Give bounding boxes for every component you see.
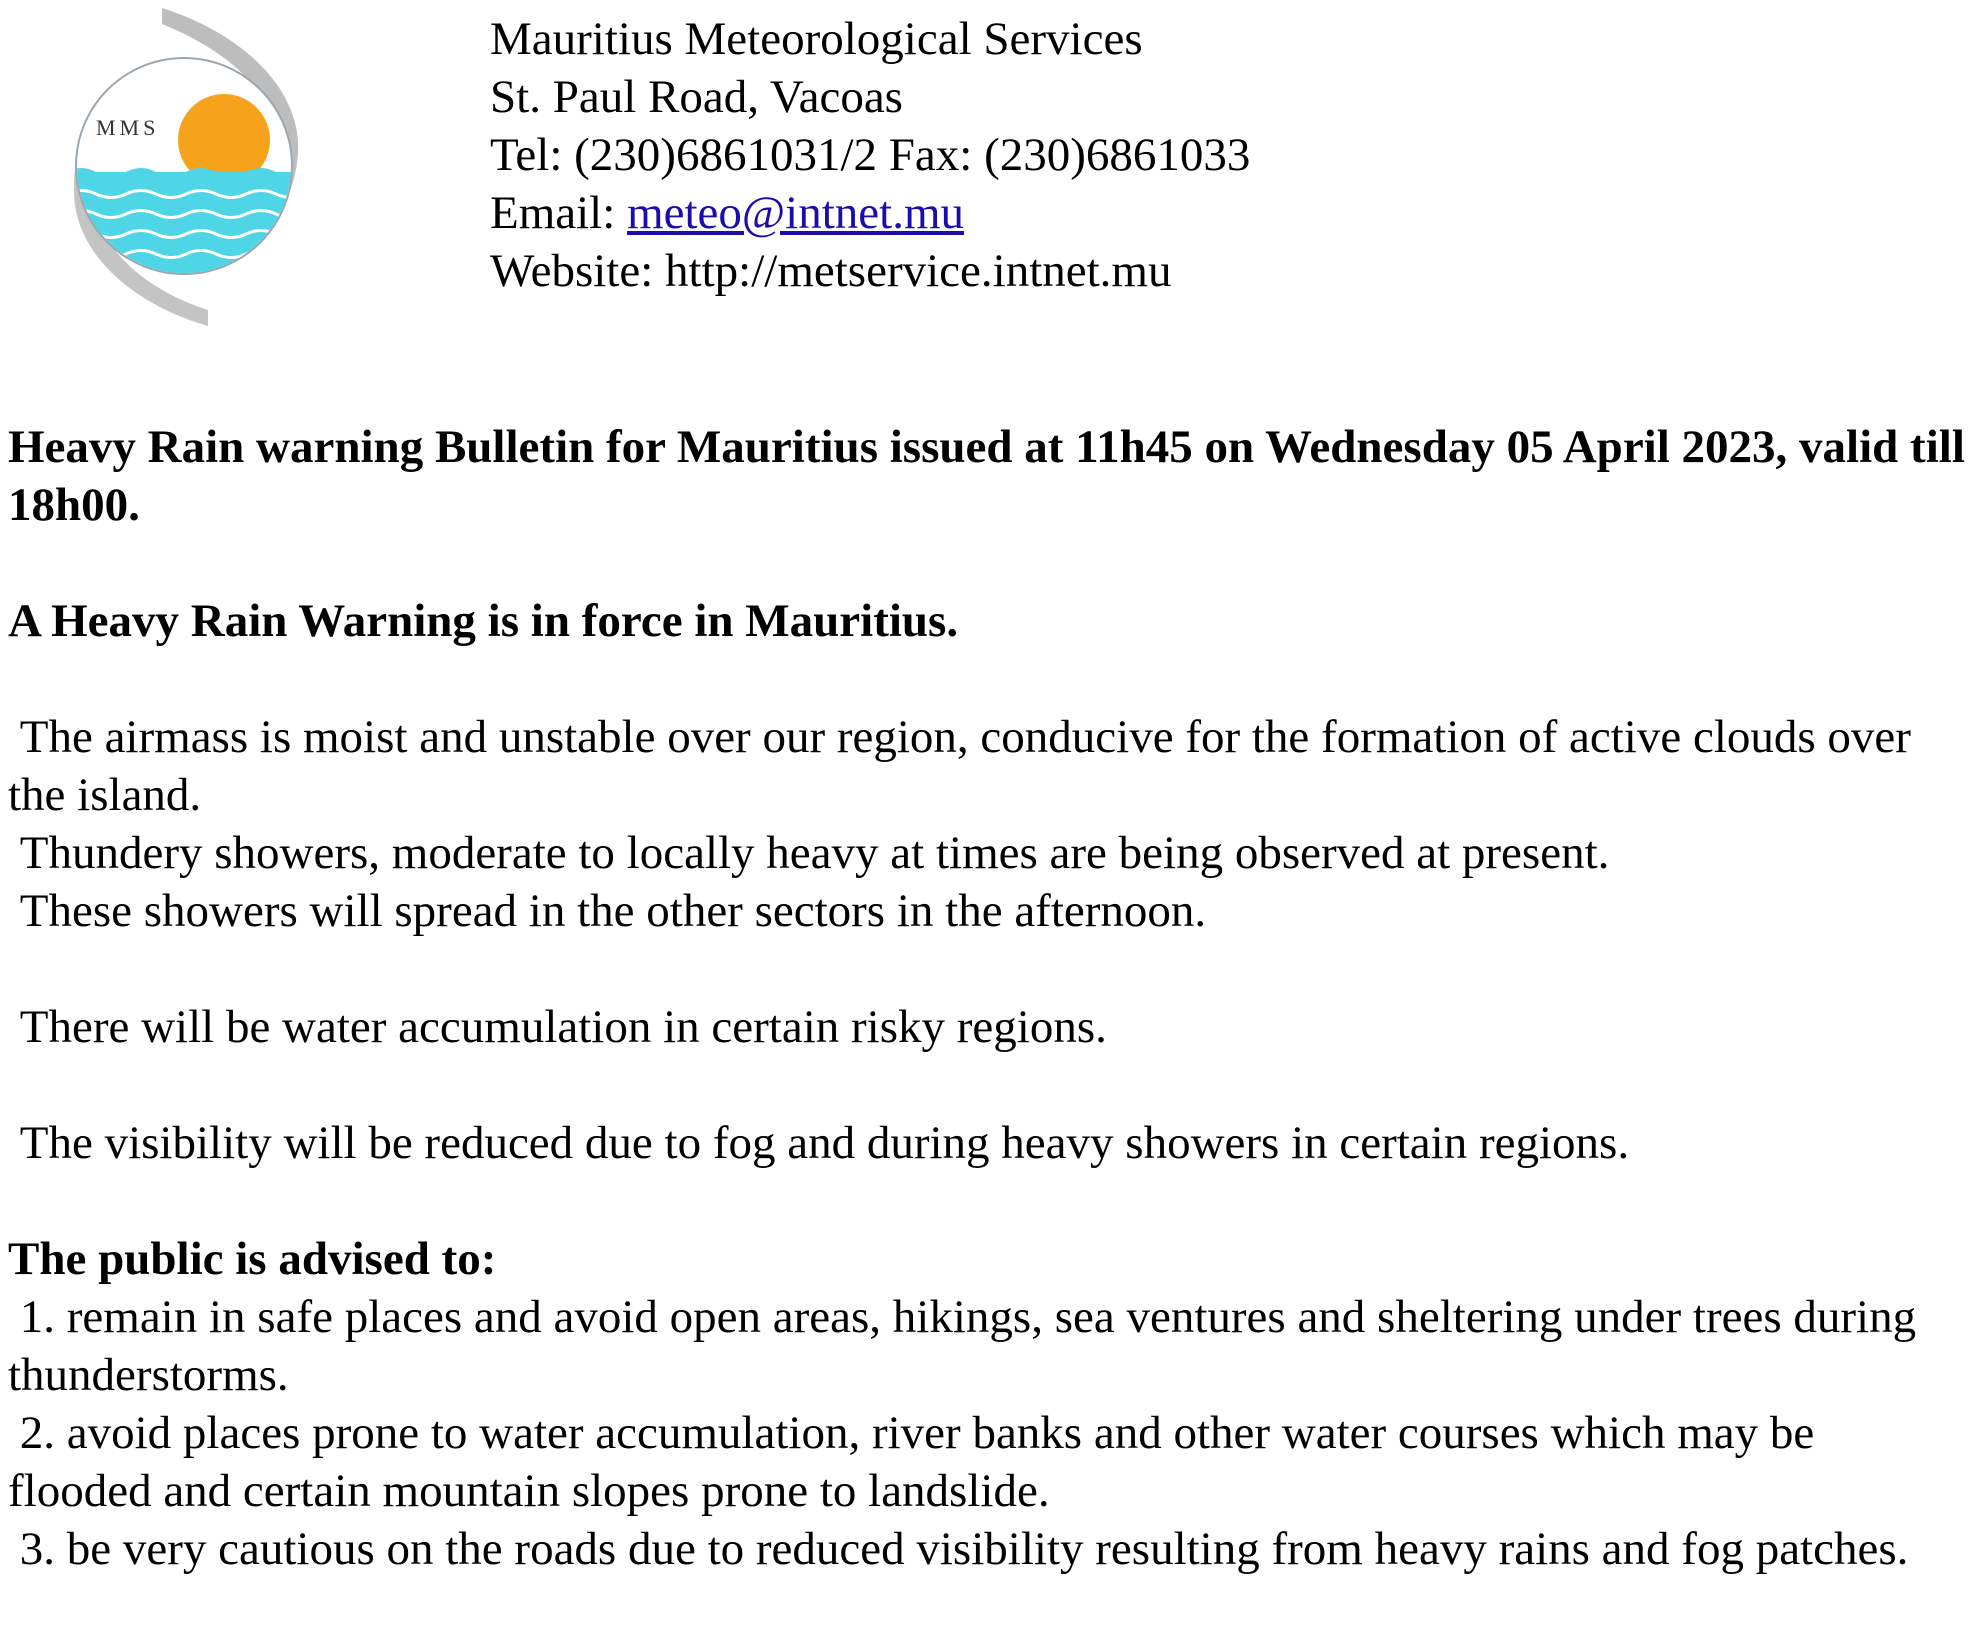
email-link[interactable]: meteo@intnet.mu [627,187,965,239]
visibility-note: The visibility will be reduced due to fog and during heavy showers in certain regions. [19,1117,1630,1169]
advice-item-1: 1. remain in safe places and avoid open areas, hikings, sea ventures and sheltering under trees during thunderstorms. [8,1291,1917,1401]
address: St. Paul Road, Vacoas [490,71,903,123]
logo-text: MMS [96,115,160,140]
advice-item-2: 2. avoid places prone to water accumulation, river banks and other water courses which may be flooded and certain mountain slopes prone to landslide. [8,1407,1815,1517]
website: Website: http://metservice.intnet.mu [490,245,1172,297]
bulletin-body [8,418,1968,1578]
advice-item-3: 3. be very cautious on the roads due to reduced visibility resulting from heavy rains and fog patches. [19,1523,1909,1575]
warning-status: A Heavy Rain Warning is in force in Mauritius. [8,595,959,647]
org-name: Mauritius Meteorological Services [490,13,1143,65]
water-note: There will be water accumulation in certain risky regions. [19,1001,1107,1053]
mms-logo [66,4,306,330]
email-line [490,184,1250,242]
contact-block [490,10,1250,300]
email-label: Email: [490,187,628,239]
condition-1: The airmass is moist and unstable over our region, conducive for the formation of active clouds over the island. [8,711,1911,821]
condition-3: These showers will spread in the other sectors in the afternoon. [19,885,1207,937]
advice-heading: The public is advised to: [8,1233,497,1285]
bulletin-title: Heavy Rain warning Bulletin for Mauritius issued at 11h45 on Wednesday 05 April 2023, valid till 18h00. [8,421,1965,531]
condition-2: Thundery showers, moderate to locally heavy at times are being observed at present. [19,827,1610,879]
mms-logo-icon [66,4,306,330]
phone-fax: Tel: (230)6861031/2 Fax: (230)6861033 [490,129,1251,181]
